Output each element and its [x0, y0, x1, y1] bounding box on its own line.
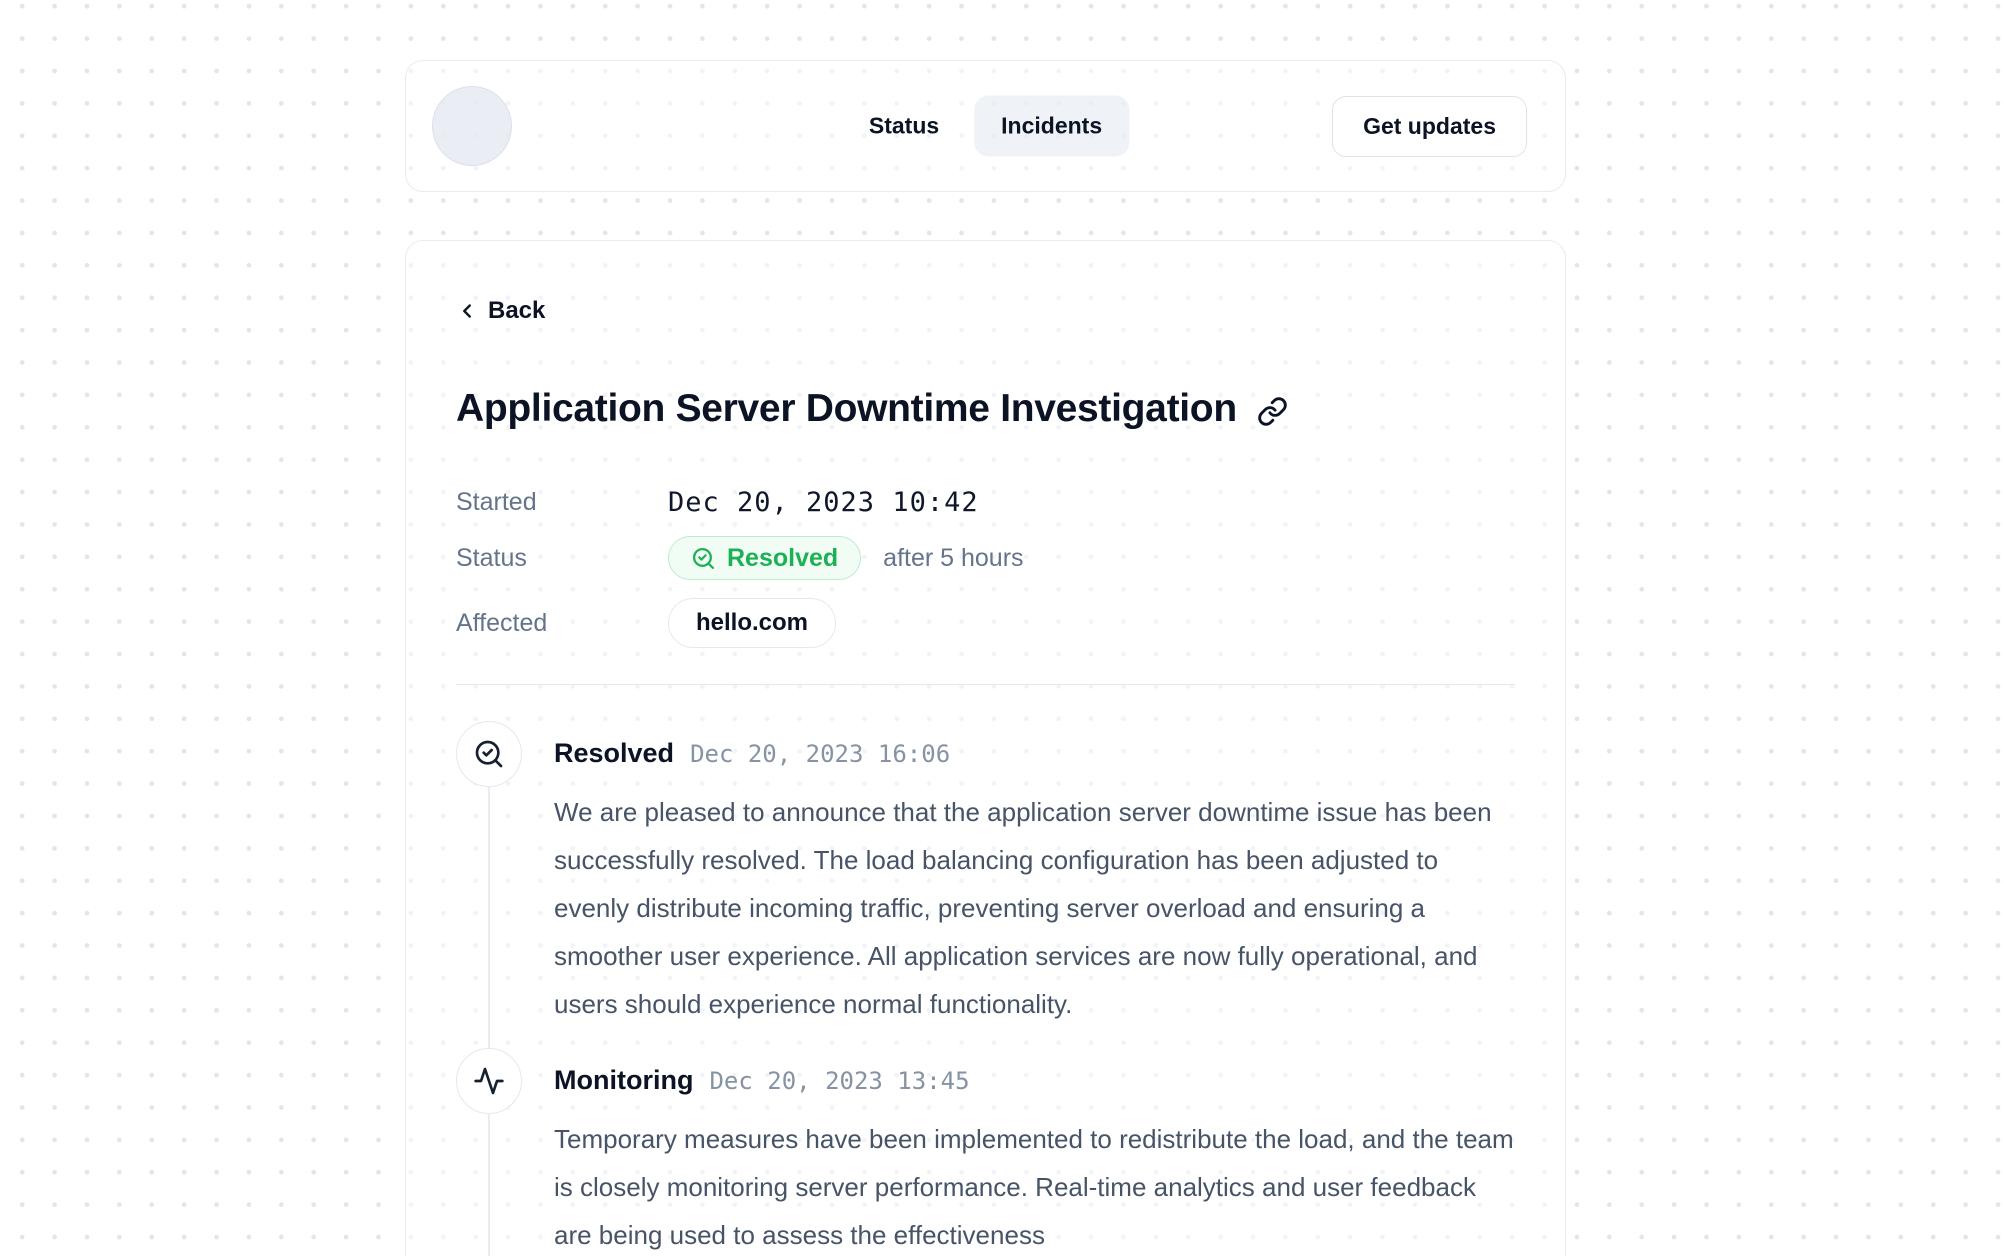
meta-row-status — [456, 536, 1515, 580]
meta-row-started — [456, 487, 1515, 518]
search-check-icon — [473, 738, 505, 770]
update-status: Resolved — [554, 738, 675, 768]
incident-title: Application Server Downtime Investigation — [456, 387, 1237, 430]
nav-tab-incidents[interactable]: Incidents — [974, 96, 1129, 157]
chevron-left-icon — [456, 300, 478, 322]
site-logo — [432, 86, 512, 166]
started-value: Dec 20, 2023 10:42 — [668, 487, 979, 518]
update-content — [554, 1048, 1515, 1256]
status-page-header — [405, 60, 1566, 192]
meta-row-affected — [456, 598, 1515, 648]
timeline-item-monitoring — [456, 1048, 1515, 1256]
status-duration: after 5 hours — [883, 543, 1024, 572]
timeline-marker — [456, 721, 522, 787]
status-badge — [668, 536, 861, 580]
incident-card — [405, 240, 1566, 1256]
back-button[interactable] — [456, 297, 545, 325]
search-check-icon — [691, 546, 716, 571]
back-label: Back — [488, 297, 546, 324]
update-header — [554, 1060, 1515, 1101]
timeline-marker — [456, 1048, 522, 1114]
update-body: We are pleased to announce that the application server downtime issue has been successfully resolved. The load balancing configuration has been adjusted to evenly distribute incoming traffic, preventing server overload and ensuring a smoother user experience. All application services are now fully operational, and users should experience normal functionality. — [554, 797, 1492, 1019]
affected-label: Affected — [456, 608, 548, 637]
link-icon[interactable] — [1257, 396, 1288, 427]
activity-icon — [473, 1065, 505, 1097]
update-timestamp: Dec 20, 2023 13:45 — [709, 1067, 970, 1095]
page-container — [405, 60, 1566, 1256]
update-status: Monitoring — [554, 1065, 694, 1095]
started-label: Started — [456, 488, 537, 516]
incident-timeline — [456, 721, 1515, 1256]
update-body: Temporary measures have been implemented to redistribute the load, and the team is closely monitoring server performance. Real-time analytics and user feedback are being used to assess the effectiveness — [554, 1124, 1514, 1250]
update-content — [554, 721, 1515, 1028]
header-nav — [842, 96, 1129, 157]
nav-tab-status[interactable]: Status — [842, 96, 966, 157]
incident-title-row — [456, 385, 1515, 433]
update-timestamp: Dec 20, 2023 16:06 — [690, 740, 951, 768]
update-header — [554, 733, 1515, 774]
affected-component-pill: hello.com — [668, 598, 836, 648]
timeline-item-resolved — [456, 721, 1515, 1028]
status-label: Status — [456, 543, 527, 572]
get-updates-button[interactable]: Get updates — [1332, 96, 1527, 157]
incident-meta — [456, 487, 1515, 648]
divider — [456, 684, 1515, 685]
status-badge-label: Resolved — [727, 543, 839, 572]
